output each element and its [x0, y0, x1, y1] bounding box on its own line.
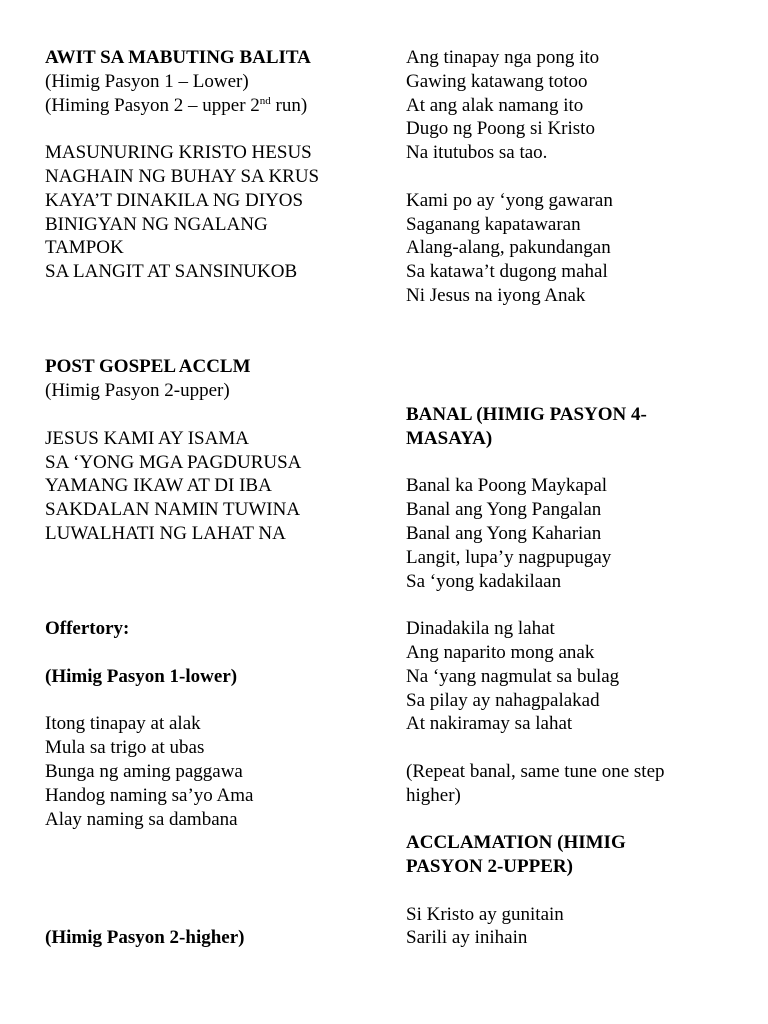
awit-line: NAGHAIN NG BUHAY SA KRUS — [45, 165, 320, 187]
banal-title: BANAL (HIMIG PASYON 4-MASAYA) — [406, 403, 647, 449]
spacer — [406, 332, 706, 356]
awit-tune-2-suffix: run) — [270, 94, 308, 116]
higher-tune: (Himig Pasyon 2-higher) — [45, 927, 245, 949]
spacer — [45, 546, 375, 570]
left-column — [45, 46, 375, 950]
banal-line: Langit, lupa’y nagpupugay — [406, 546, 612, 568]
banal-line: Ang naparito mong anak — [406, 641, 595, 663]
acclamation-title: ACCLAMATION (HIMIG PASYON 2-UPPER) — [406, 832, 626, 878]
spacer — [406, 379, 706, 403]
spacer — [45, 641, 375, 665]
right-column — [406, 46, 706, 950]
awit-tune-1: (Himig Pasyon 1 – Lower) — [45, 70, 249, 92]
spacer — [406, 593, 706, 617]
offertory-line: Bunga ng aming paggawa — [45, 760, 243, 782]
post-gospel-title: POST GOSPEL ACCLM — [45, 356, 251, 378]
offertory-line: Handog naming sa’yo Ama — [45, 784, 254, 806]
offertory-title: Offertory: — [45, 618, 130, 640]
spacer — [45, 879, 375, 903]
awit-line: KAYA’T DINAKILA NG DIYOS — [45, 189, 304, 211]
post-gospel-line: YAMANG IKAW AT DI IBA — [45, 475, 272, 497]
banal-line: Banal ang Yong Kaharian — [406, 522, 602, 544]
spacer — [406, 879, 706, 903]
awit-tune-2 — [45, 94, 375, 118]
offertory-stanza-line: Kami po ay ‘yong gawaran — [406, 189, 613, 211]
spacer — [45, 284, 375, 308]
post-gospel-line: SA ‘YONG MGA PAGDURUSA — [45, 451, 302, 473]
banal-line: Sa ‘yong kadakilaan — [406, 570, 562, 592]
spacer — [406, 165, 706, 189]
spacer — [45, 855, 375, 879]
spacer — [45, 308, 375, 332]
banal-line: Banal ang Yong Pangalan — [406, 499, 602, 521]
offertory-stanza-line: Ni Jesus na iyong Anak — [406, 284, 586, 306]
offertory-line: Itong tinapay at alak — [45, 713, 201, 735]
spacer — [406, 736, 706, 760]
spacer — [406, 451, 706, 475]
spacer — [45, 403, 375, 427]
awit-title: AWIT SA MABUTING BALITA — [45, 47, 311, 68]
spacer — [45, 593, 375, 617]
banal-line: Dinadakila ng lahat — [406, 618, 555, 640]
banal-line: Banal ka Poong Maykapal — [406, 475, 608, 497]
offertory-line: Mula sa trigo at ubas — [45, 737, 205, 759]
acclamation-line: Sarili ay inihain — [406, 927, 528, 949]
post-gospel-line: SAKDALAN NAMIN TUWINA — [45, 499, 301, 521]
awit-line: SA LANGIT AT SANSINUKOB — [45, 261, 298, 283]
spacer — [45, 689, 375, 713]
offertory-tune: (Himig Pasyon 1-lower) — [45, 665, 238, 687]
offertory-stanza-line: Saganang kapatawaran — [406, 213, 581, 235]
offertory-line: Alay naming sa dambana — [45, 808, 238, 830]
offertory-stanza-line: At ang alak namang ito — [406, 94, 584, 116]
repeat-note: (Repeat banal, same tune one step higher) — [406, 760, 665, 806]
awit-line: TAMPOK — [45, 237, 124, 259]
acclamation-line: Si Kristo ay gunitain — [406, 903, 564, 925]
awit-line: MASUNURING KRISTO HESUS — [45, 142, 312, 164]
offertory-stanza-line: Gawing katawang totoo — [406, 70, 588, 92]
spacer — [406, 308, 706, 332]
offertory-stanza-line: Na itutubos sa tao. — [406, 142, 548, 164]
spacer — [45, 332, 375, 356]
offertory-stanza-line: Ang tinapay nga pong ito — [406, 47, 600, 68]
offertory-stanza-line: Dugo ng Poong si Kristo — [406, 118, 595, 140]
post-gospel-tune: (Himig Pasyon 2-upper) — [45, 380, 230, 402]
spacer — [45, 570, 375, 594]
post-gospel-line: JESUS KAMI AY ISAMA — [45, 427, 249, 449]
banal-line: Na ‘yang nagmulat sa bulag — [406, 665, 620, 687]
spacer — [406, 808, 706, 832]
banal-line: At nakiramay sa lahat — [406, 713, 573, 735]
banal-line: Sa pilay ay nahagpalakad — [406, 689, 600, 711]
spacer — [45, 903, 375, 927]
spacer — [406, 355, 706, 379]
offertory-stanza-line: Sa katawa’t dugong mahal — [406, 261, 608, 283]
post-gospel-line: LUWALHATI NG LAHAT NA — [45, 522, 286, 544]
spacer — [45, 117, 375, 141]
awit-tune-2-superscript: nd — [259, 94, 271, 107]
awit-line: BINIGYAN NG NGALANG — [45, 213, 268, 235]
awit-tune-2-text: (Himing Pasyon 2 – upper 2 — [45, 94, 260, 116]
offertory-stanza-line: Alang-alang, pakundangan — [406, 237, 611, 259]
spacer — [45, 831, 375, 855]
